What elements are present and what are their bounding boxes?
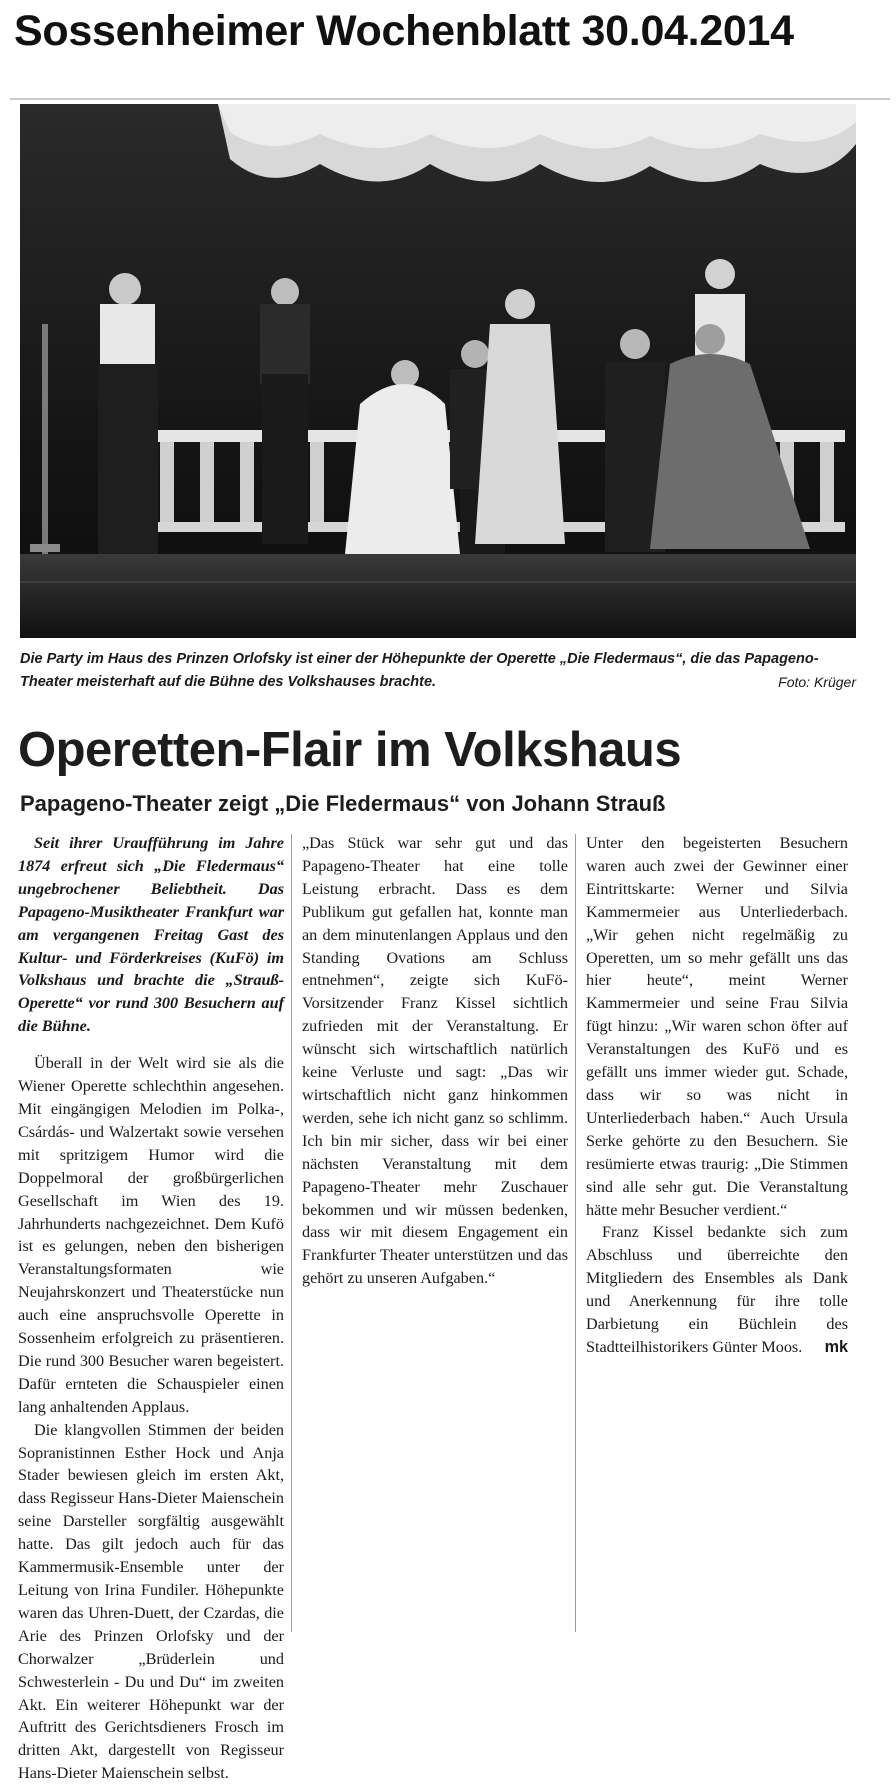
article-lead: Seit ihrer Uraufführung im Jahre 1874 erfreut sich „Die Fledermaus“ ungebrochener Beliebtheit. Das Papageno-Musiktheater Frankfurt war am vergangenen Freitag Gast des Kultur- und Förderkreises (KuFö) im Volkshaus und brachte die „Strauß-Operette“ vor rund 300 Besuchern auf die Bühne. [18,834,284,1036]
article-subheadline: Papageno-Theater zeigt „Die Fledermaus“ von Johann Strauß [20,791,666,816]
article-column-1 [18,832,284,1783]
column-divider [575,834,576,1632]
article-paragraph-3: „Das Stück war sehr gut und das Papageno-Theater hat eine tolle Leistung erbracht. Dass es dem Publikum gut gefallen hat, konnte man an dem minutenlangen Applaus und den Standing Ovations am Schluss entnehmen“, zeigte sich KuFö-Vorsitzender Franz Kissel sichtlich zufrieden mit der Veranstaltung. Er wünscht sich wirtschaftlich natürlich keine Verluste und sagt: „Das wir wirtschaftlich nicht ganz hinkommen werden, sehe ich nicht ganz so schlimm. Ich bin mir sicher, dass wir bei einer nächsten Veranstaltung mit dem Papageno-Theater mehr Zuschauer bekommen und wir müssen bedenken, dass wir mit diesem Engagement ein Frankfurter Theater unterstützen und das gehört zu unseren Aufgaben.“ [302,834,568,1288]
author-signature: mk [824,1337,848,1356]
article-column-2 [302,832,568,1632]
photo-credit: Foto: Krüger [778,674,856,690]
article-paragraph-5 [586,1221,848,1358]
article-paragraph-2: Die klangvollen Stimmen der beiden Sopranistinnen Esther Hock und Anja Stader bewiesen gleich im ersten Akt, dass Regisseur Hans-Dieter Maienschein seine Darsteller sorgfältig ausgewählt hatte. Das gilt jedoch auch für das Kammermusik-Ensemble unter der Leitung von Irina Fundiler. Höhepunkte waren das Uhren-Duett, der Czardas, die Arie des Prinzen Orlofsky und der Chorwalzer „Brüderlein und Schwesterlein - Du und Du“ im zweiten Akt. Ein weiterer Höhepunkt war der Auftritt des Gerichtsdieners Frosch im dritten Akt, dargestellt von Regisseur Hans-Dieter Maienschein selbst. [18,1420,284,1783]
header-rule [10,98,890,100]
stage-photo [20,104,856,638]
newspaper-masthead: Sossenheimer Wochenblatt 30.04.2014 [14,7,794,55]
article-headline: Operetten-Flair im Volkshaus [18,723,682,777]
article-column-3 [586,832,848,1632]
column-divider [291,834,292,1632]
article-paragraph-1: Überall in der Welt wird sie als die Wiener Operette schlechthin angesehen. Mit eingängigen Melodien im Polka-, Csárdás- und Walzertakt sowie versehen mit spritzigem Humor wird die Doppelmoral der großbürgerlichen Gesellschaft im Wien des 19. Jahrhunderts nachgezeichnet. Dem Kufö ist es gelungen, neben den bisherigen Veranstaltungsformaten wie Neujahrskonzert und Theaterstücke nun auch eine anspruchsvolle Operette in Sossenheim erfolgreich zu präsentieren. Die rund 300 Besucher waren begeistert. Dafür ernteten die Schauspieler einen lang anhaltenden Applaus. [18,1054,284,1416]
caption-text: Die Party im Haus des Prinzen Orlofsky ist einer der Höhepunkte der Operette „Die Fledermaus“, die das Papageno-Theater meisterhaft auf die Bühne des Volkshauses brachte. [20,651,819,690]
article-paragraph-4: Unter den begeisterten Besuchern waren auch zwei der Gewinner einer Eintrittskarte: Werner und Silvia Kammermeier aus Unterliederbach. „Wir gehen nicht regelmäßig zu Operetten, um so mehr gefällt uns das hier heute“, meint Werner Kammermeier und seine Frau Silvia fügt hinzu: „Wir waren schon öfter auf Veranstaltungen des KuFö und es gefällt uns immer wieder gut. Schade, dass wir so was nicht in Unterliederbach haben.“ Auch Ursula Serke gehörte zu den Besuchern. Sie resümierte etwas traurig: „Die Stimmen sind alle sehr gut. Die Veranstaltung hätte mehr Besucher verdient.“ [586,834,848,1219]
article-paragraph-5-text: Franz Kissel bedankte sich zum Abschluss und überreichte den Mitgliedern des Ensembles als Dank und Anerkennung für ihre tolle Darbietung ein Büchlein des Stadtteilhistorikers Günter Moos. [586,1223,848,1356]
photo-caption [20,648,856,694]
